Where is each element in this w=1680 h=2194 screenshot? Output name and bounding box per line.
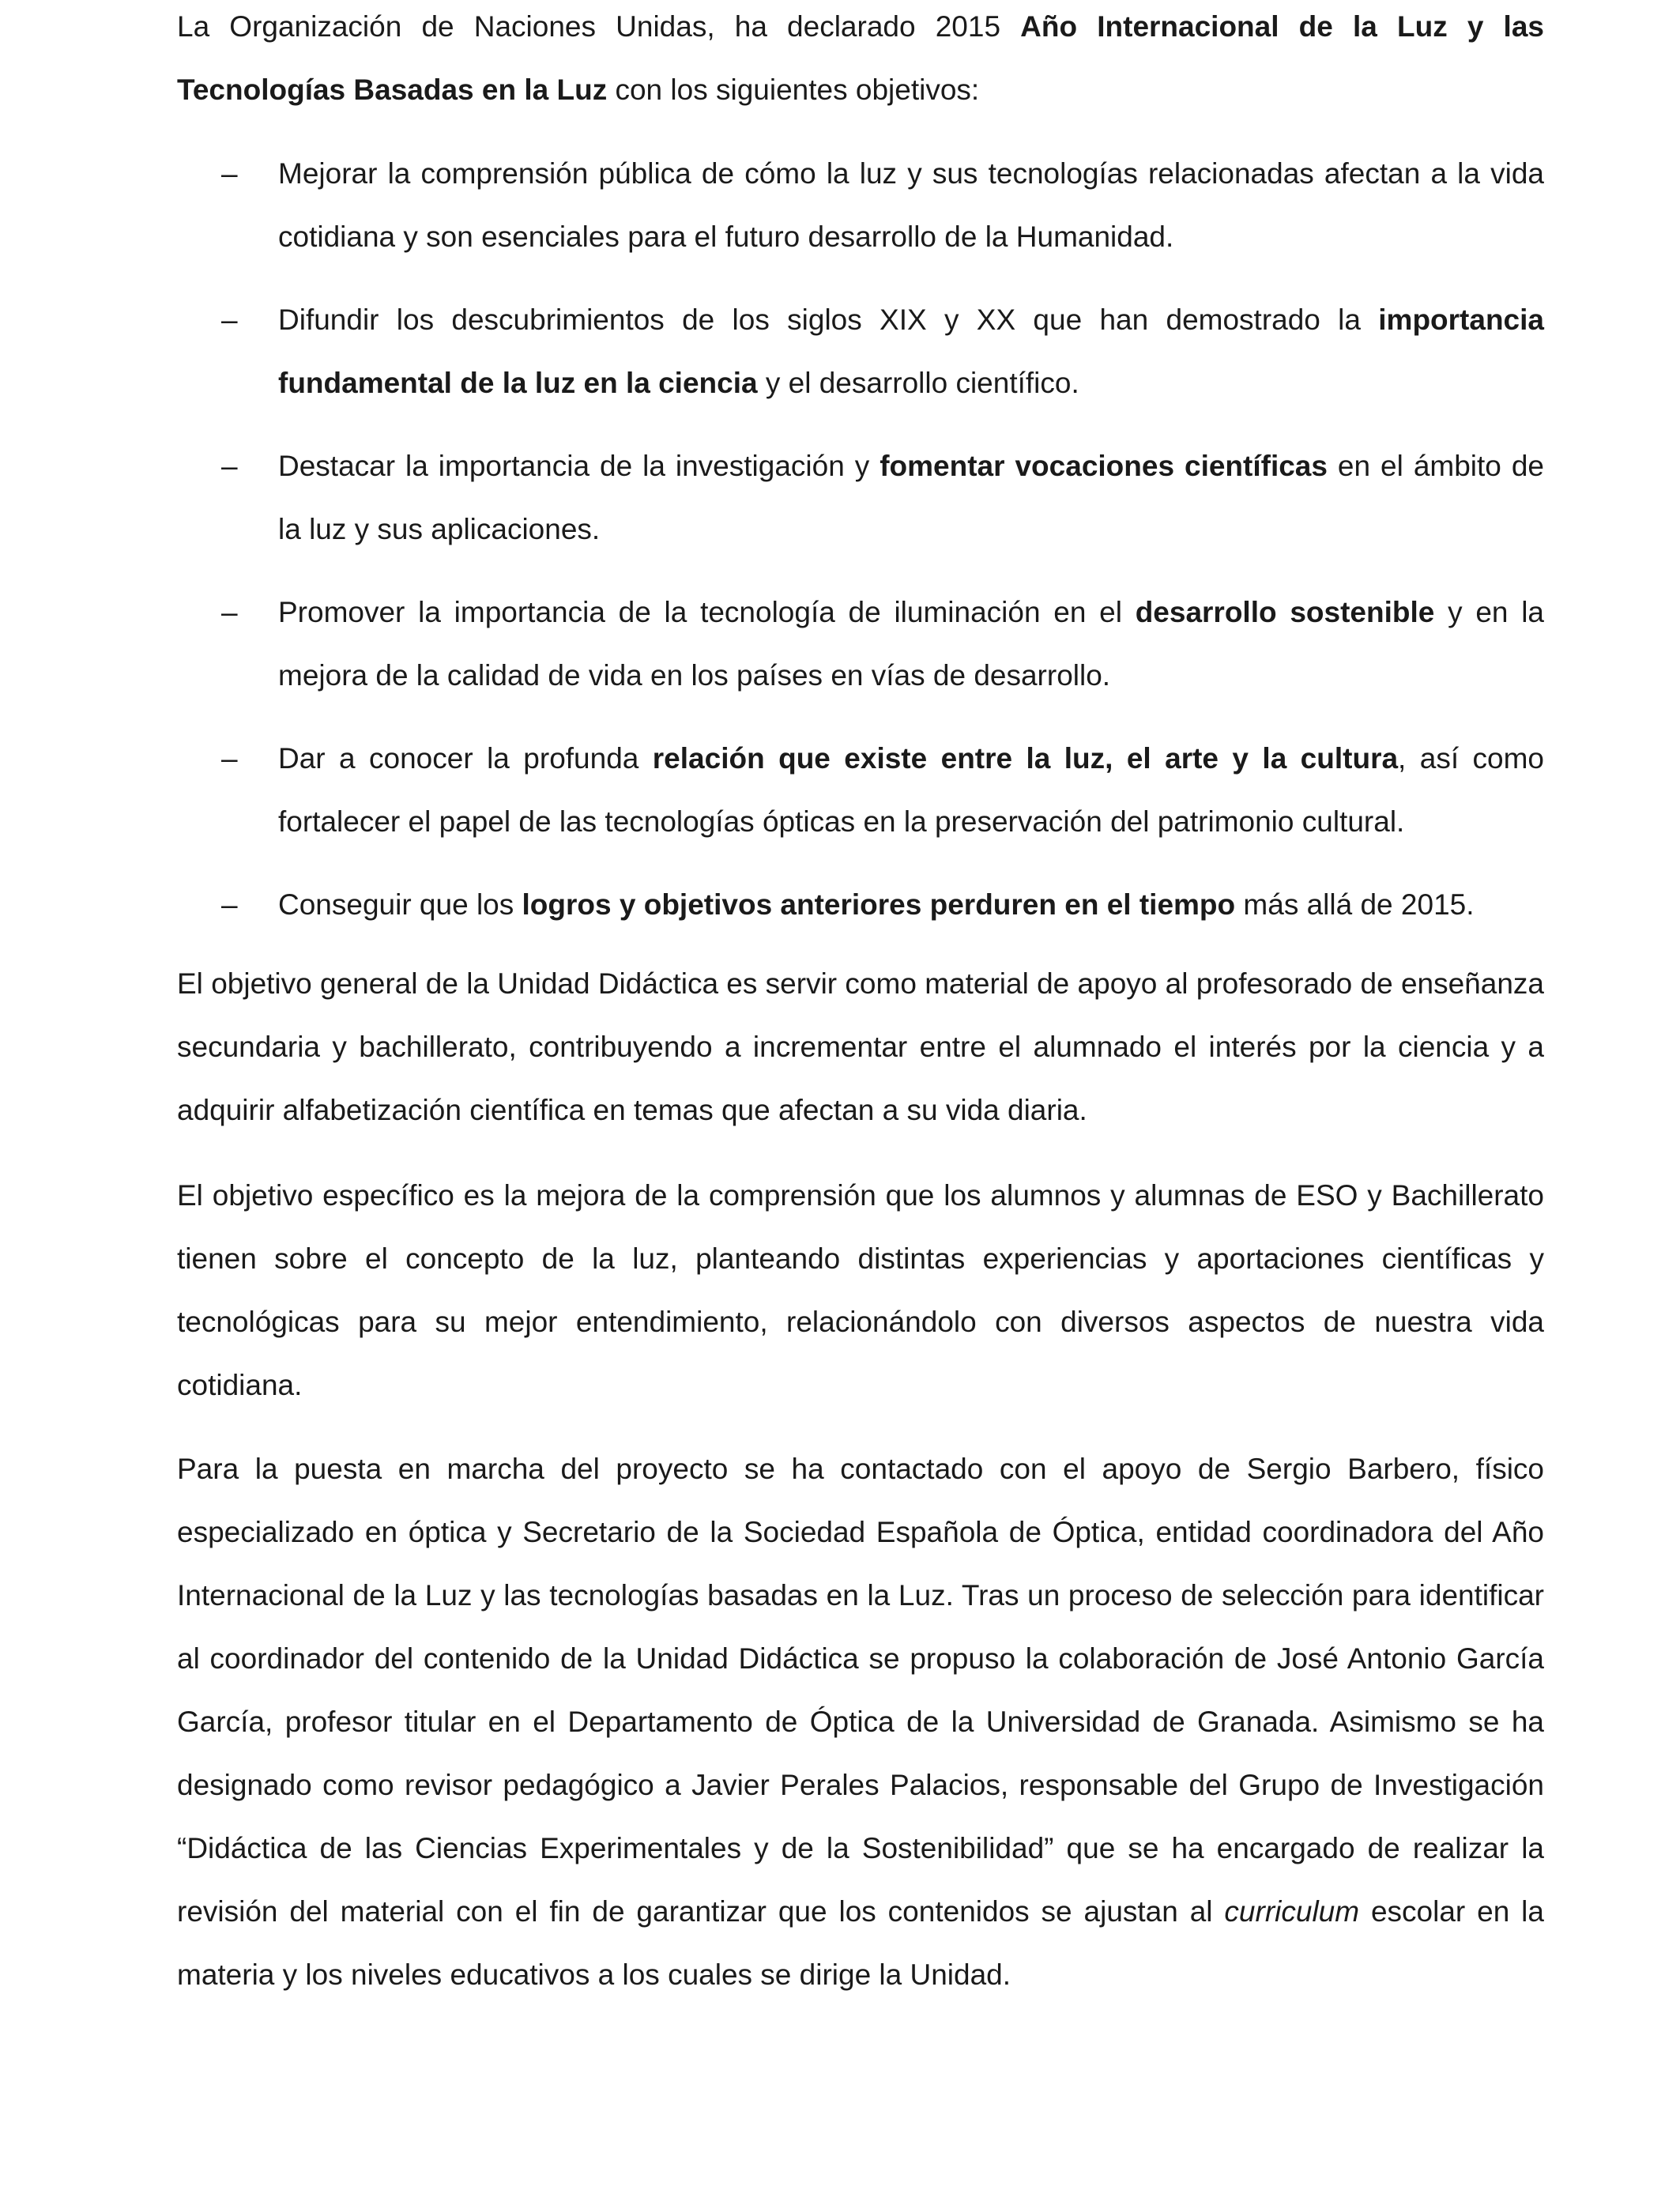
project-text-end: escolar en la materia y los niveles educativos a los cuales se dirige la Unidad.	[177, 1895, 1544, 1991]
curriculum-term: curriculum	[1224, 1895, 1360, 1928]
bullet-dash: –	[221, 742, 238, 775]
objective-item	[177, 288, 1544, 415]
document-page	[177, 0, 1544, 2194]
objectives-list	[177, 142, 1544, 956]
objective-text: Conseguir que los logros y objetivos anteriores perduren en el tiempo más allá de 2015.	[278, 888, 1475, 921]
objective-text: Difundir los descubrimientos de los siglos XIX y XX que han demostrado la importancia fundamental de la luz en la ciencia y el desarrollo científico.	[278, 303, 1544, 399]
objective-item	[177, 142, 1544, 269]
specific-objective-paragraph: El objetivo específico es la mejora de la comprensión que los alumnos y alumnas de ESO y Bachillerato tienen sobre el concepto de la luz, planteando distintas experiencias y aportaciones científicas y tecnológicas para su mejor entendimiento, relacionándolo con diversos aspectos de nuestra vida cotidiana.	[177, 1179, 1544, 1401]
bullet-dash: –	[221, 450, 238, 482]
objective-item	[177, 435, 1544, 561]
project-text-start: Para la puesta en marcha del proyecto se ha contactado con el apoyo de Sergio Barbero, físico especializado en óptica y Secretario de la Sociedad Española de Óptica, entidad coordinadora del Año Internacional de la Luz y las tecnologías basadas en la Luz. Tras un proceso de selección para identificar al coordinador del contenido de la Unidad Didáctica se propuso la colaboración de José Antonio García García, profesor titular en el Departamento de Óptica de la Universidad de Granada. Asimismo se ha designado como revisor pedagógico a Javier Perales Palacios, responsable del Grupo de Investigación “Didáctica de las Ciencias Experimentales y de la Sostenibilidad” que se ha encargado de realizar la revisión del material con el fin de garantizar que los contenidos se ajustan al	[177, 1453, 1544, 1928]
objective-item	[177, 873, 1544, 937]
intro-text-start: La Organización de Naciones Unidas, ha declarado 2015	[177, 10, 1021, 43]
intro-paragraph	[177, 0, 1544, 122]
bullet-dash: –	[221, 888, 238, 921]
bullet-dash: –	[221, 303, 238, 336]
objective-text: Destacar la importancia de la investigación y fomentar vocaciones científicas en el ámbito de la luz y sus aplicaciones.	[278, 450, 1544, 545]
objective-text: Mejorar la comprensión pública de cómo la luz y sus tecnologías relacionadas afectan a la vida cotidiana y son esenciales para el futuro desarrollo de la Humanidad.	[278, 157, 1544, 253]
project-paragraph	[177, 1438, 1544, 2007]
objective-text: Promover la importancia de la tecnología de iluminación en el desarrollo sostenible y en la mejora de la calidad de vida en los países en vías de desarrollo.	[278, 596, 1545, 692]
intro-text-end: con los siguientes objetivos:	[607, 74, 980, 106]
bullet-dash: –	[221, 157, 238, 190]
bullet-dash: –	[221, 596, 238, 628]
objective-text: Dar a conocer la profunda relación que existe entre la luz, el arte y la cultura, así como fortalecer el papel de las tecnologías ópticas en la preservación del patrimonio cultural.	[278, 742, 1544, 838]
intro-year-title: Año Internacional de la Luz y las Tecnologías Basadas en la Luz	[177, 10, 1544, 106]
objective-item	[177, 581, 1544, 707]
objective-item	[177, 727, 1544, 854]
general-objective-paragraph: El objetivo general de la Unidad Didáctica es servir como material de apoyo al profesorado de enseñanza secundaria y bachillerato, contribuyendo a incrementar entre el alumnado el interés por la ciencia y a adquirir alfabetización científica en temas que afectan a su vida diaria.	[177, 967, 1544, 1126]
